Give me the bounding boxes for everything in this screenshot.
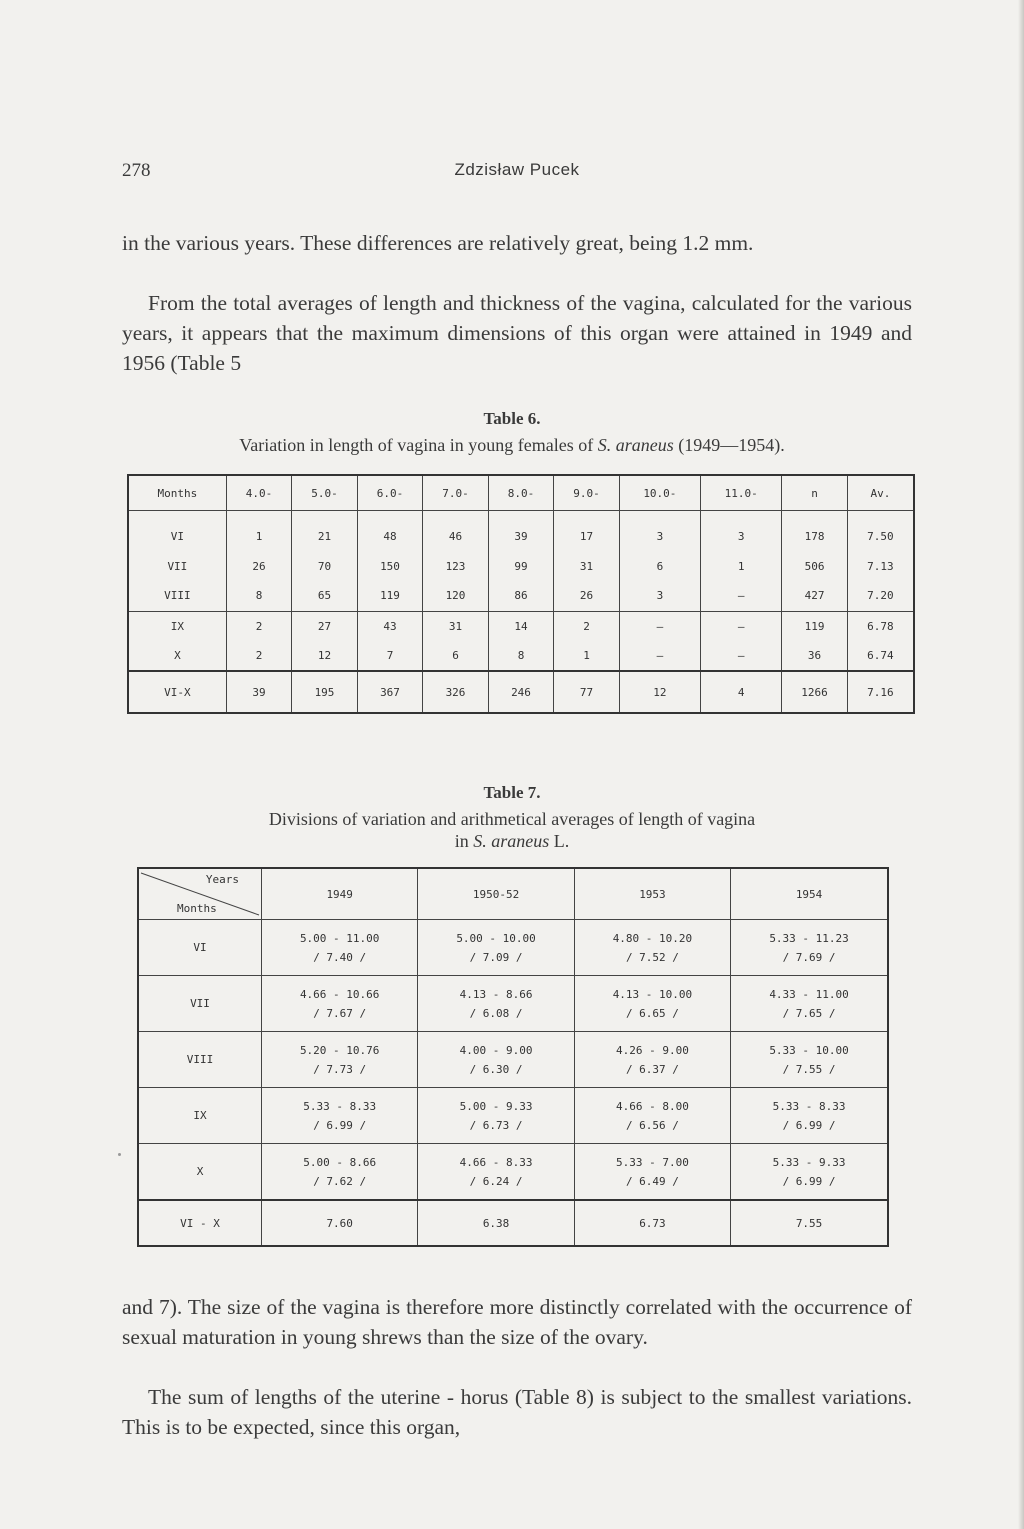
- table7-row: [138, 976, 888, 1032]
- table6-cell: 36: [782, 641, 848, 671]
- table7-year-header: 1953: [574, 868, 730, 920]
- table7-cell: [262, 1144, 418, 1201]
- table6-cell: 2: [554, 611, 620, 641]
- average: / 7.67 /: [313, 1006, 367, 1020]
- table6-total-cell: VI-X: [128, 671, 226, 713]
- stray-mark: [118, 1153, 121, 1156]
- table6-cell: VI: [128, 511, 226, 552]
- range: 5.33 - 9.33: [772, 1155, 846, 1169]
- table7-label: Table 7.: [483, 783, 541, 802]
- table7-cell: [262, 1088, 418, 1144]
- range: 5.00 - 8.66: [303, 1155, 377, 1169]
- average: / 6.65 /: [625, 1006, 679, 1020]
- table6-cell: 120: [423, 581, 489, 611]
- range: 4.00 - 9.00: [459, 1043, 533, 1057]
- table6-cell: 1: [226, 511, 292, 552]
- average: / 7.55 /: [782, 1062, 836, 1076]
- table6-cell: 46: [423, 511, 489, 552]
- table7-row: [138, 1144, 888, 1201]
- average: / 6.99 /: [782, 1174, 836, 1188]
- table7-title-line2: [80, 830, 944, 852]
- table6-cell: 7.50: [847, 511, 914, 552]
- table6-header-cell: 6.0-: [357, 475, 423, 511]
- table6-total-cell: 1266: [782, 671, 848, 713]
- table6-label: Table 6.: [483, 409, 541, 428]
- table6-total-cell: 195: [292, 671, 358, 713]
- table6-cell: 43: [357, 611, 423, 641]
- table7-cell: [418, 1032, 574, 1088]
- table7-year-header: 1949: [262, 868, 418, 920]
- table6-cell: 6.78: [847, 611, 914, 641]
- table6-header-cell: 7.0-: [423, 475, 489, 511]
- table6-cell: VII: [128, 551, 226, 581]
- range: 5.00 - 11.00: [299, 931, 380, 945]
- range: 5.33 - 10.00: [769, 1043, 849, 1057]
- table7-title-before: in: [454, 831, 474, 851]
- table6-row: [128, 611, 914, 641]
- table7-title-line1: Divisions of variation and arithmetical averages of length of vagina: [268, 809, 756, 829]
- range: 5.00 - 9.33: [459, 1099, 533, 1113]
- average: / 7.62 /: [313, 1174, 367, 1188]
- average: / 7.69 /: [782, 950, 836, 964]
- table7-cell: [418, 1088, 574, 1144]
- table7: [137, 867, 889, 1247]
- table6-cell: —: [701, 641, 782, 671]
- table7-cell: [418, 976, 574, 1032]
- table6-cell: 8: [226, 581, 292, 611]
- table7-cell: [574, 1088, 730, 1144]
- page-header: [122, 160, 912, 190]
- table6-cell: 119: [357, 581, 423, 611]
- table7-cell: [731, 1088, 888, 1144]
- range: 4.66 - 10.66: [299, 987, 380, 1001]
- table6-total-cell: 4: [701, 671, 782, 713]
- table6-total-cell: 39: [226, 671, 292, 713]
- table6-cell: 3: [701, 511, 782, 552]
- table6-total-cell: 7.16: [847, 671, 914, 713]
- table7-total-row: [138, 1200, 888, 1246]
- table6-cell: 48: [357, 511, 423, 552]
- table6-total-cell: 246: [488, 671, 554, 713]
- table7-cell: [731, 1144, 888, 1201]
- table6-cell: 2: [226, 611, 292, 641]
- table6-total-cell: 12: [619, 671, 700, 713]
- average: / 7.40 /: [313, 950, 367, 964]
- table7-title-species: S. araneus: [473, 831, 550, 851]
- table6-cell: 86: [488, 581, 554, 611]
- table6-header-cell: n: [782, 475, 848, 511]
- table6-cell: 14: [488, 611, 554, 641]
- range: 5.20 - 10.76: [299, 1043, 380, 1057]
- average: / 7.73 /: [313, 1062, 367, 1076]
- table6-header-cell: 11.0-: [701, 475, 782, 511]
- table6-cell: 1: [554, 641, 620, 671]
- table7-caption: [80, 782, 944, 852]
- table6-total-cell: 367: [357, 671, 423, 713]
- table6-cell: 39: [488, 511, 554, 552]
- table7-row: [138, 1032, 888, 1088]
- table6-cell: 178: [782, 511, 848, 552]
- range: 4.33 - 11.00: [769, 987, 849, 1001]
- table6-row: [128, 641, 914, 671]
- table7-cell: [262, 920, 418, 976]
- table7-title-after: L.: [549, 831, 570, 851]
- table6-cell: 6.74: [847, 641, 914, 671]
- table6-cell: 7.13: [847, 551, 914, 581]
- table6-cell: 31: [423, 611, 489, 641]
- table7-cell: [418, 1144, 574, 1201]
- table6-cell: 26: [226, 551, 292, 581]
- table6-total-cell: 77: [554, 671, 620, 713]
- paragraph-3: and 7). The size of the vagina is therefore more distinctly correlated with the occurrence of sexual maturation in young shrews than the size of the ovary.: [122, 1295, 912, 1349]
- table6-cell: 2: [226, 641, 292, 671]
- table7-total-cell: 7.55: [731, 1200, 888, 1246]
- table7-cell: [574, 1144, 730, 1201]
- corner-years-label: Years: [205, 873, 239, 886]
- range: 5.33 - 7.00: [616, 1155, 689, 1169]
- table7-month-cell: VIII: [138, 1032, 262, 1088]
- table7-total-cell: 6.73: [574, 1200, 730, 1246]
- table6-cell: 99: [488, 551, 554, 581]
- table7-total-cell: 6.38: [418, 1200, 574, 1246]
- table6-row: [128, 581, 914, 611]
- table6-cell: X: [128, 641, 226, 671]
- average: / 6.30 /: [469, 1062, 523, 1076]
- table6-cell: 8: [488, 641, 554, 671]
- average: / 7.09 /: [469, 950, 523, 964]
- table6-cell: 21: [292, 511, 358, 552]
- table7-total-month: VI - X: [138, 1200, 262, 1246]
- table6-cell: 70: [292, 551, 358, 581]
- table6-cell: —: [619, 641, 700, 671]
- page-edge: [1018, 0, 1024, 1529]
- average: / 6.49 /: [625, 1174, 679, 1188]
- table6-cell: 119: [782, 611, 848, 641]
- range: 4.80 - 10.20: [612, 931, 693, 945]
- table6-title: [80, 434, 944, 456]
- table6-cell: 17: [554, 511, 620, 552]
- table6-cell: —: [701, 611, 782, 641]
- table7-total-cell: 7.60: [262, 1200, 418, 1246]
- paragraph-1: in the various years. These differences are relatively great, being 1.2 mm.: [122, 231, 754, 255]
- average: / 6.73 /: [469, 1118, 523, 1132]
- table6-cell: 123: [423, 551, 489, 581]
- table6-cell: 427: [782, 581, 848, 611]
- table6-cell: IX: [128, 611, 226, 641]
- table6-cell: 31: [554, 551, 620, 581]
- table7-header-row: [138, 868, 888, 920]
- range: 4.66 - 8.33: [459, 1155, 533, 1169]
- average: / 6.37 /: [625, 1062, 679, 1076]
- table6-row: [128, 511, 914, 552]
- table6-total-row: [128, 671, 914, 713]
- table6-header-cell: 5.0-: [292, 475, 358, 511]
- table6-title-species: S. araneus: [597, 435, 674, 455]
- page-number: 278: [122, 160, 151, 181]
- table7-cell: [731, 976, 888, 1032]
- table7-year-header: 1950-52: [418, 868, 574, 920]
- table6-cell: 6: [619, 551, 700, 581]
- paragraph-4: The sum of lengths of the uterine - horus (Table 8) is subject to the smallest variations. This is to be expected, since this organ,: [122, 1385, 912, 1439]
- table7-year-header: 1954: [731, 868, 888, 920]
- table6-caption: [80, 408, 944, 456]
- table6-total-cell: 326: [423, 671, 489, 713]
- table7-row: [138, 1088, 888, 1144]
- table6-header-cell: 8.0-: [488, 475, 554, 511]
- table6-cell: VIII: [128, 581, 226, 611]
- table6-cell: 6: [423, 641, 489, 671]
- table7-month-cell: VII: [138, 976, 262, 1032]
- average: / 7.65 /: [782, 1006, 836, 1020]
- table7-cell: [574, 976, 730, 1032]
- table7-cell: [574, 920, 730, 976]
- table6-cell: 12: [292, 641, 358, 671]
- range: 5.00 - 10.00: [456, 931, 536, 945]
- table7-corner-cell: [138, 868, 262, 920]
- table7-cell: [731, 1032, 888, 1088]
- range: 4.66 - 8.00: [616, 1099, 689, 1113]
- table6: [127, 474, 915, 714]
- average: / 6.99 /: [313, 1118, 367, 1132]
- table7-month-cell: X: [138, 1144, 262, 1201]
- range: 4.13 - 10.00: [612, 987, 693, 1001]
- paragraph-2: From the total averages of length and thickness of the vagina, calculated for the various years, it appears that the maximum dimensions of this organ were attained in 1949 and 1956 (Table 5: [122, 291, 912, 375]
- table7-cell: [574, 1032, 730, 1088]
- range: 5.33 - 8.33: [303, 1099, 377, 1113]
- table6-header-row: [128, 475, 914, 511]
- table6-cell: 26: [554, 581, 620, 611]
- table6-title-after: (1949—1954).: [673, 435, 785, 455]
- table6-row: [128, 551, 914, 581]
- range: 4.13 - 8.66: [459, 987, 533, 1001]
- average: / 6.08 /: [469, 1006, 523, 1020]
- average: / 6.56 /: [625, 1118, 679, 1132]
- table6-cell: 506: [782, 551, 848, 581]
- table6-cell: 3: [619, 511, 700, 552]
- table6-header-cell: 4.0-: [226, 475, 292, 511]
- table7-cell: [418, 920, 574, 976]
- table6-title-before: Variation in length of vagina in young females of: [239, 435, 598, 455]
- table6-cell: 65: [292, 581, 358, 611]
- table7-cell: [262, 1032, 418, 1088]
- table6-cell: 7.20: [847, 581, 914, 611]
- table7-month-cell: VI: [138, 920, 262, 976]
- running-head: Zdzisław Pucek: [454, 160, 580, 179]
- range: 4.26 - 9.00: [616, 1043, 689, 1057]
- table6-header-cell: Months: [128, 475, 226, 511]
- table6-cell: 1: [701, 551, 782, 581]
- average: / 6.99 /: [782, 1118, 836, 1132]
- table6-cell: 27: [292, 611, 358, 641]
- range: 5.33 - 11.23: [769, 931, 849, 945]
- table7-cell: [731, 920, 888, 976]
- table6-header-cell: 9.0-: [554, 475, 620, 511]
- table7-row: [138, 920, 888, 976]
- table7-month-cell: IX: [138, 1088, 262, 1144]
- range: 5.33 - 8.33: [772, 1099, 846, 1113]
- table6-cell: 150: [357, 551, 423, 581]
- table6-cell: 3: [619, 581, 700, 611]
- table6-cell: —: [619, 611, 700, 641]
- table6-header-cell: Av.: [847, 475, 914, 511]
- corner-months-label: Months: [177, 902, 217, 915]
- table6-cell: —: [701, 581, 782, 611]
- table7-cell: [262, 976, 418, 1032]
- average: / 7.52 /: [625, 950, 679, 964]
- table6-cell: 7: [357, 641, 423, 671]
- average: / 6.24 /: [469, 1174, 523, 1188]
- table6-header-cell: 10.0-: [619, 475, 700, 511]
